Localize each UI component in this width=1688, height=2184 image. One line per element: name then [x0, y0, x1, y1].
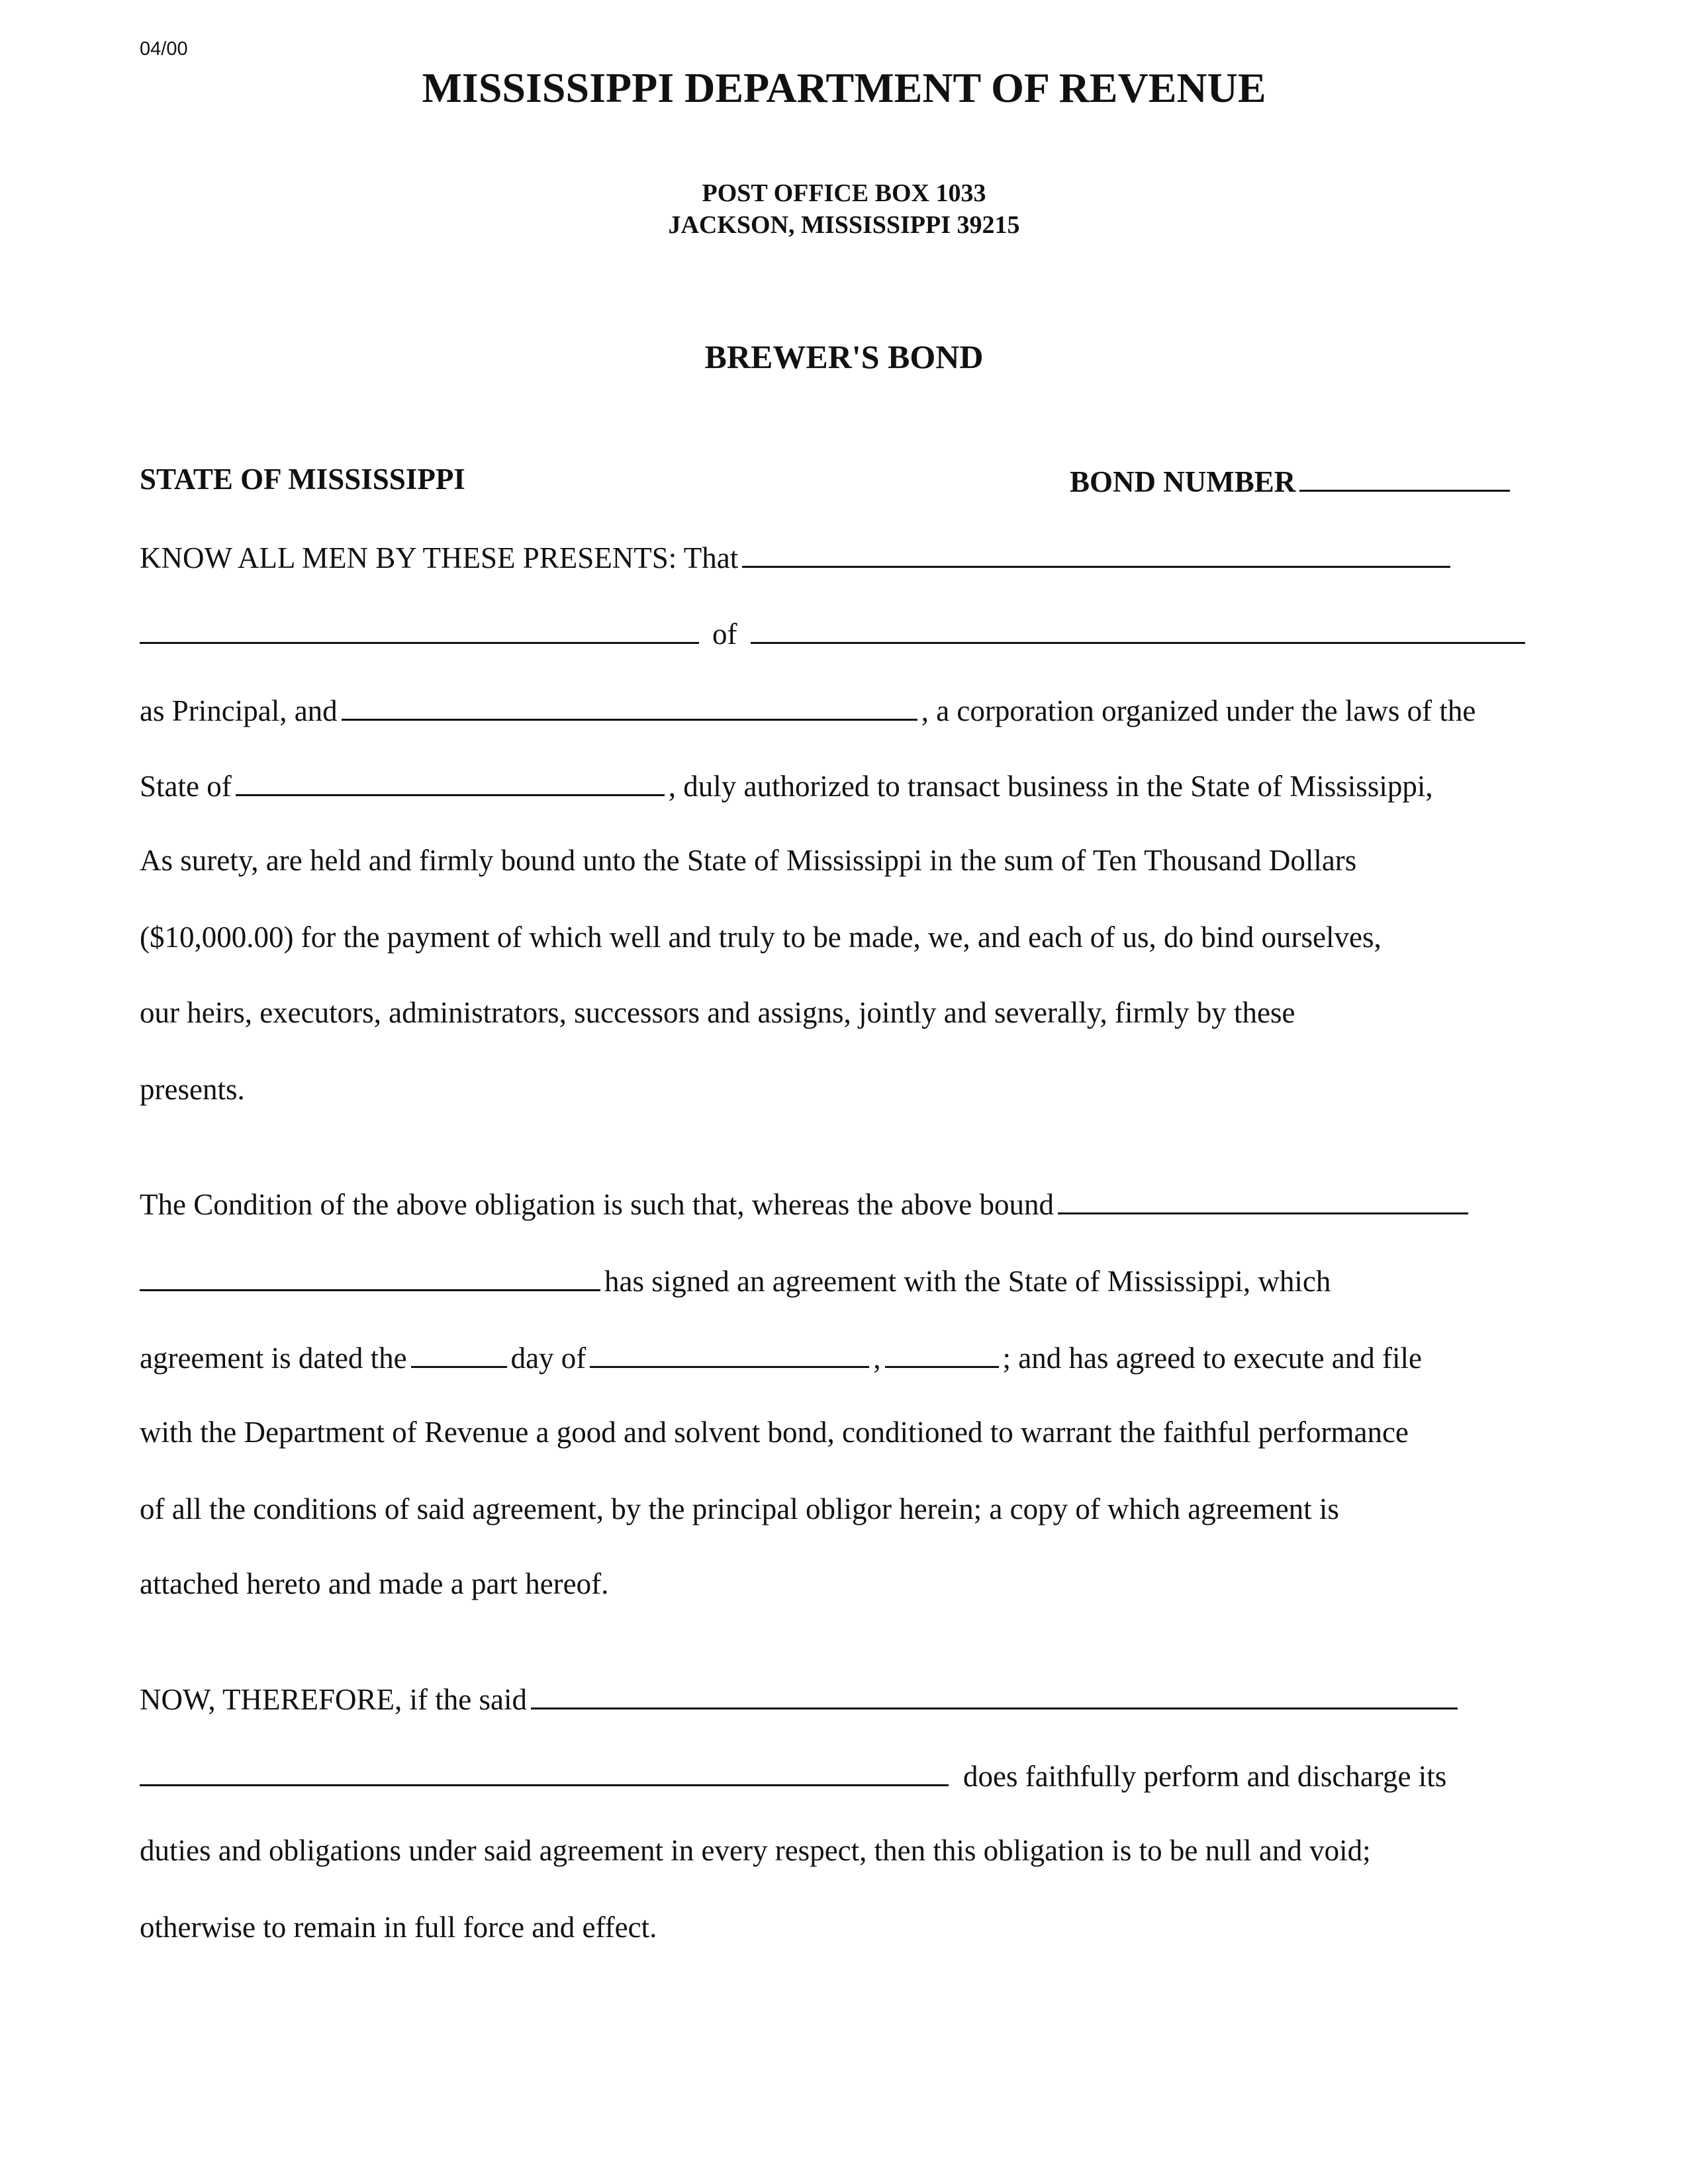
- para3-line3: duties and obligations under said agreement in every respect, then this obligation is to be null and void;: [140, 1834, 1371, 1867]
- text: of: [712, 617, 737, 651]
- agency-title: MISSISSIPPI DEPARTMENT OF REVENUE: [422, 64, 1266, 111]
- para1-line8: presents.: [140, 1073, 245, 1106]
- para1-line4: [140, 765, 1550, 805]
- form-title: BREWER'S BOND: [704, 338, 984, 375]
- bond-number-label: BOND NUMBER: [1070, 465, 1296, 498]
- para1-line1: [140, 537, 1550, 576]
- para1-line3: [140, 690, 1550, 729]
- principal-address-field[interactable]: [751, 613, 1525, 644]
- para2-line6: attached hereto and made a part hereof.: [140, 1567, 609, 1600]
- text: ,: [873, 1342, 881, 1375]
- text: agreement is dated the: [140, 1342, 407, 1375]
- agreement-month-field[interactable]: [590, 1337, 869, 1368]
- text: , a corporation organized under the laws of the: [921, 694, 1476, 727]
- para1-line2: [140, 613, 1550, 653]
- bound-party-field[interactable]: [1058, 1183, 1468, 1214]
- agency-address: [0, 177, 1688, 241]
- principal-name-field[interactable]: [742, 537, 1450, 568]
- bound-party-field-2[interactable]: [140, 1260, 600, 1291]
- said-party-field-2[interactable]: [140, 1755, 949, 1786]
- text: does faithfully perform and discharge its: [963, 1760, 1447, 1793]
- bond-number-field[interactable]: [1299, 461, 1510, 492]
- para3-line4: otherwise to remain in full force and effect.: [140, 1911, 657, 1944]
- para1-line5: As surety, are held and firmly bound unto the State of Mississippi in the sum of Ten Thousand Dollars: [140, 844, 1357, 877]
- address-line-1: POST OFFICE BOX 1033: [702, 179, 986, 207]
- bond-number-row: [1070, 461, 1560, 500]
- surety-state-field[interactable]: [236, 765, 665, 796]
- text: ; and has agreed to execute and file: [1002, 1342, 1422, 1375]
- para1-line6: ($10,000.00) for the payment of which well and truly to be made, we, and each of us, do bind ourselves,: [140, 921, 1382, 954]
- para3-line2: [140, 1755, 1550, 1795]
- principal-name-field-2[interactable]: [140, 613, 699, 644]
- surety-name-field[interactable]: [342, 690, 917, 721]
- para2-line1: [140, 1183, 1550, 1223]
- para2-line4: with the Department of Revenue a good and solvent bond, conditioned to warrant the faithful performance: [140, 1416, 1409, 1449]
- text: KNOW ALL MEN BY THESE PRESENTS: That: [140, 541, 739, 574]
- form-revision: 04/00: [140, 38, 188, 60]
- para1-line7: our heirs, executors, administrators, successors and assigns, jointly and severally, firmly by these: [140, 996, 1295, 1029]
- said-party-field[interactable]: [531, 1678, 1458, 1709]
- text: has signed an agreement with the State of Mississippi, which: [604, 1265, 1331, 1298]
- para2-line3: [140, 1337, 1550, 1377]
- text: day of: [510, 1342, 586, 1375]
- text: The Condition of the above obligation is such that, whereas the above bound: [140, 1188, 1054, 1221]
- text: State of: [140, 770, 232, 803]
- address-line-2: JACKSON, MISSISSIPPI 39215: [668, 211, 1020, 239]
- para3-line1: [140, 1678, 1550, 1718]
- state-label: STATE OF MISSISSIPPI: [140, 463, 465, 496]
- para2-line5: of all the conditions of said agreement, by the principal obligor herein; a copy of which agreement is: [140, 1492, 1339, 1525]
- text: NOW, THEREFORE, if the said: [140, 1683, 527, 1716]
- text: as Principal, and: [140, 694, 338, 727]
- para2-line2: [140, 1260, 1550, 1300]
- agreement-year-field[interactable]: [885, 1337, 999, 1368]
- agreement-day-field[interactable]: [411, 1337, 507, 1368]
- text: , duly authorized to transact business in the State of Mississippi,: [668, 770, 1433, 803]
